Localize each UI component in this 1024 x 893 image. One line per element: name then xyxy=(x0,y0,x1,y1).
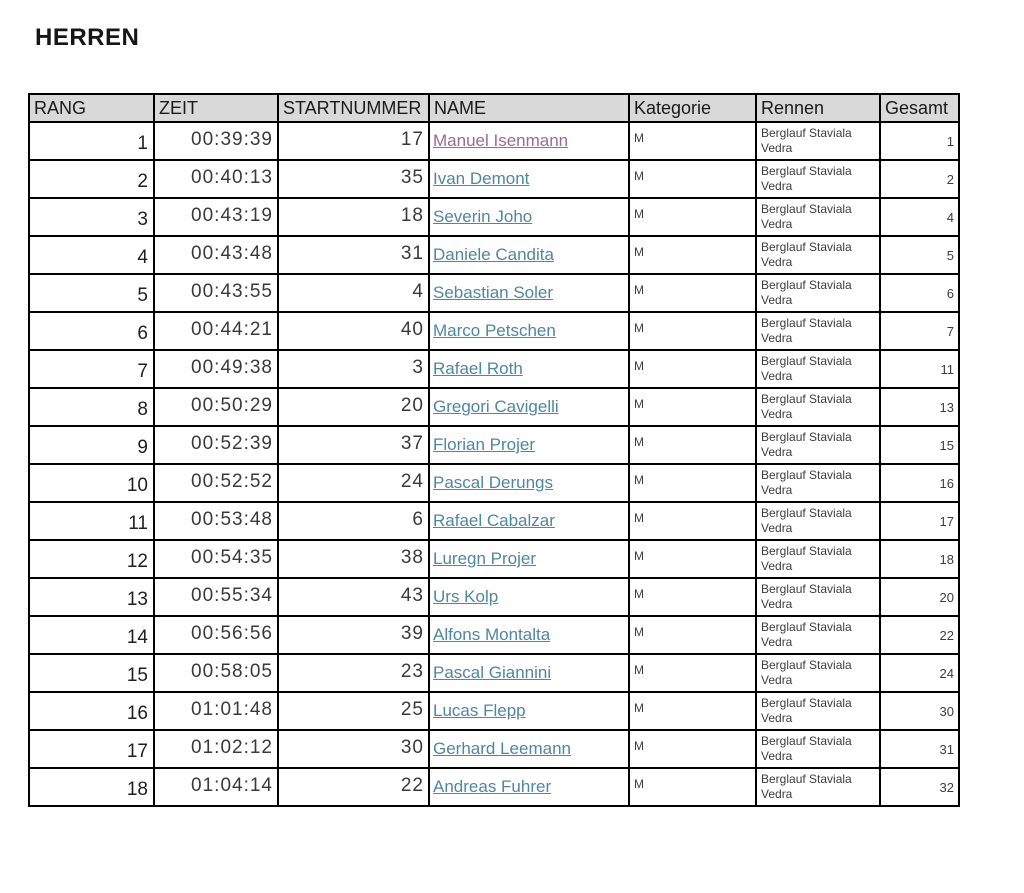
race-cell: Berglauf Staviala Vedra xyxy=(756,616,880,654)
table-row xyxy=(29,122,959,160)
overall-rank-cell: 11 xyxy=(880,350,959,388)
overall-rank-cell: 32 xyxy=(880,768,959,806)
race-cell: Berglauf Staviala Vedra xyxy=(756,692,880,730)
startnumber-cell: 17 xyxy=(278,122,429,160)
category-cell: M xyxy=(629,578,756,616)
athlete-name-link[interactable]: Daniele Candita xyxy=(433,245,554,264)
athlete-name-link[interactable]: Florian Projer xyxy=(433,435,536,454)
rank-cell: 8 xyxy=(29,388,154,426)
table-row xyxy=(29,236,959,274)
athlete-name-link[interactable]: Gerhard Leemann xyxy=(433,739,571,758)
athlete-name-link[interactable]: Sebastian Soler xyxy=(433,283,554,302)
name-cell xyxy=(429,198,629,236)
name-cell xyxy=(429,616,629,654)
time-cell: 00:58:05 xyxy=(154,654,278,692)
startnumber-cell: 25 xyxy=(278,692,429,730)
category-cell: M xyxy=(629,540,756,578)
race-cell: Berglauf Staviala Vedra xyxy=(756,768,880,806)
startnumber-cell: 20 xyxy=(278,388,429,426)
time-cell: 00:39:39 xyxy=(154,122,278,160)
category-cell: M xyxy=(629,768,756,806)
name-cell xyxy=(429,654,629,692)
startnumber-cell: 30 xyxy=(278,730,429,768)
name-cell xyxy=(429,160,629,198)
athlete-name-link[interactable]: Urs Kolp xyxy=(433,587,499,606)
race-cell: Berglauf Staviala Vedra xyxy=(756,274,880,312)
table-row xyxy=(29,502,959,540)
category-cell: M xyxy=(629,388,756,426)
overall-rank-cell: 18 xyxy=(880,540,959,578)
rank-cell: 17 xyxy=(29,730,154,768)
race-cell: Berglauf Staviala Vedra xyxy=(756,654,880,692)
category-cell: M xyxy=(629,122,756,160)
category-cell: M xyxy=(629,350,756,388)
rank-cell: 3 xyxy=(29,198,154,236)
startnumber-cell: 40 xyxy=(278,312,429,350)
race-cell: Berglauf Staviala Vedra xyxy=(756,236,880,274)
race-cell: Berglauf Staviala Vedra xyxy=(756,540,880,578)
startnumber-cell: 18 xyxy=(278,198,429,236)
time-cell: 01:04:14 xyxy=(154,768,278,806)
name-cell xyxy=(429,464,629,502)
table-row xyxy=(29,540,959,578)
athlete-name-link[interactable]: Andreas Fuhrer xyxy=(433,777,552,796)
athlete-name-link[interactable]: Rafael Roth xyxy=(433,359,523,378)
startnumber-cell: 3 xyxy=(278,350,429,388)
page-title: HERREN xyxy=(35,24,140,51)
name-cell xyxy=(429,540,629,578)
category-cell: M xyxy=(629,654,756,692)
overall-rank-cell: 24 xyxy=(880,654,959,692)
table-row xyxy=(29,692,959,730)
table-row xyxy=(29,654,959,692)
race-cell: Berglauf Staviala Vedra xyxy=(756,464,880,502)
time-cell: 01:01:48 xyxy=(154,692,278,730)
athlete-name-link[interactable]: Lucas Flepp xyxy=(433,701,526,720)
startnumber-cell: 43 xyxy=(278,578,429,616)
table-row xyxy=(29,768,959,806)
table-row xyxy=(29,274,959,312)
time-cell: 00:40:13 xyxy=(154,160,278,198)
race-cell: Berglauf Staviala Vedra xyxy=(756,502,880,540)
category-cell: M xyxy=(629,312,756,350)
race-cell: Berglauf Staviala Vedra xyxy=(756,160,880,198)
name-cell xyxy=(429,388,629,426)
overall-rank-cell: 4 xyxy=(880,198,959,236)
race-cell: Berglauf Staviala Vedra xyxy=(756,578,880,616)
time-cell: 00:44:21 xyxy=(154,312,278,350)
name-cell xyxy=(429,730,629,768)
rank-cell: 2 xyxy=(29,160,154,198)
header-row xyxy=(29,94,959,122)
table-row xyxy=(29,350,959,388)
table-row xyxy=(29,464,959,502)
time-cell: 00:54:35 xyxy=(154,540,278,578)
column-header-rang: RANG xyxy=(29,94,154,122)
athlete-name-link[interactable]: Gregori Cavigelli xyxy=(433,397,559,416)
category-cell: M xyxy=(629,730,756,768)
overall-rank-cell: 13 xyxy=(880,388,959,426)
results-table xyxy=(28,93,960,807)
table-row xyxy=(29,616,959,654)
race-cell: Berglauf Staviala Vedra xyxy=(756,388,880,426)
startnumber-cell: 38 xyxy=(278,540,429,578)
athlete-name-link[interactable]: Pascal Derungs xyxy=(433,473,554,492)
athlete-name-link[interactable]: Rafael Cabalzar xyxy=(433,511,555,530)
overall-rank-cell: 15 xyxy=(880,426,959,464)
category-cell: M xyxy=(629,464,756,502)
category-cell: M xyxy=(629,198,756,236)
race-cell: Berglauf Staviala Vedra xyxy=(756,312,880,350)
race-cell: Berglauf Staviala Vedra xyxy=(756,730,880,768)
rank-cell: 15 xyxy=(29,654,154,692)
time-cell: 01:02:12 xyxy=(154,730,278,768)
overall-rank-cell: 31 xyxy=(880,730,959,768)
overall-rank-cell: 22 xyxy=(880,616,959,654)
name-cell xyxy=(429,502,629,540)
race-cell: Berglauf Staviala Vedra xyxy=(756,122,880,160)
rank-cell: 4 xyxy=(29,236,154,274)
table-row xyxy=(29,160,959,198)
name-cell xyxy=(429,426,629,464)
overall-rank-cell: 7 xyxy=(880,312,959,350)
column-header-kategorie: Kategorie xyxy=(629,94,756,122)
startnumber-cell: 39 xyxy=(278,616,429,654)
rank-cell: 7 xyxy=(29,350,154,388)
rank-cell: 5 xyxy=(29,274,154,312)
rank-cell: 13 xyxy=(29,578,154,616)
time-cell: 00:52:52 xyxy=(154,464,278,502)
table-row xyxy=(29,198,959,236)
table-row xyxy=(29,578,959,616)
category-cell: M xyxy=(629,274,756,312)
column-header-rennen: Rennen xyxy=(756,94,880,122)
name-cell xyxy=(429,122,629,160)
startnumber-cell: 4 xyxy=(278,274,429,312)
time-cell: 00:55:34 xyxy=(154,578,278,616)
overall-rank-cell: 5 xyxy=(880,236,959,274)
category-cell: M xyxy=(629,160,756,198)
column-header-zeit: ZEIT xyxy=(154,94,278,122)
startnumber-cell: 24 xyxy=(278,464,429,502)
rank-cell: 18 xyxy=(29,768,154,806)
table-row xyxy=(29,426,959,464)
rank-cell: 1 xyxy=(29,122,154,160)
rank-cell: 6 xyxy=(29,312,154,350)
category-cell: M xyxy=(629,502,756,540)
race-cell: Berglauf Staviala Vedra xyxy=(756,426,880,464)
startnumber-cell: 35 xyxy=(278,160,429,198)
rank-cell: 9 xyxy=(29,426,154,464)
startnumber-cell: 23 xyxy=(278,654,429,692)
startnumber-cell: 37 xyxy=(278,426,429,464)
time-cell: 00:43:19 xyxy=(154,198,278,236)
time-cell: 00:49:38 xyxy=(154,350,278,388)
name-cell xyxy=(429,768,629,806)
category-cell: M xyxy=(629,236,756,274)
column-header-gesamt: Gesamt xyxy=(880,94,959,122)
overall-rank-cell: 20 xyxy=(880,578,959,616)
time-cell: 00:53:48 xyxy=(154,502,278,540)
name-cell xyxy=(429,692,629,730)
athlete-name-link[interactable]: Luregn Projer xyxy=(433,549,537,568)
category-cell: M xyxy=(629,692,756,730)
time-cell: 00:50:29 xyxy=(154,388,278,426)
time-cell: 00:52:39 xyxy=(154,426,278,464)
athlete-name-link[interactable]: Marco Petschen xyxy=(433,321,556,340)
athlete-name-link[interactable]: Manuel Isenmann xyxy=(433,131,569,150)
startnumber-cell: 6 xyxy=(278,502,429,540)
race-cell: Berglauf Staviala Vedra xyxy=(756,198,880,236)
overall-rank-cell: 30 xyxy=(880,692,959,730)
rank-cell: 10 xyxy=(29,464,154,502)
column-header-name: NAME xyxy=(429,94,629,122)
startnumber-cell: 31 xyxy=(278,236,429,274)
athlete-name-link[interactable]: Alfons Montalta xyxy=(433,625,551,644)
rank-cell: 16 xyxy=(29,692,154,730)
category-cell: M xyxy=(629,426,756,464)
race-cell: Berglauf Staviala Vedra xyxy=(756,350,880,388)
time-cell: 00:43:55 xyxy=(154,274,278,312)
athlete-name-link[interactable]: Severin Joho xyxy=(433,207,533,226)
table-row xyxy=(29,730,959,768)
overall-rank-cell: 16 xyxy=(880,464,959,502)
overall-rank-cell: 17 xyxy=(880,502,959,540)
name-cell xyxy=(429,350,629,388)
startnumber-cell: 22 xyxy=(278,768,429,806)
athlete-name-link[interactable]: Pascal Giannini xyxy=(433,663,552,682)
overall-rank-cell: 1 xyxy=(880,122,959,160)
table-row xyxy=(29,312,959,350)
overall-rank-cell: 6 xyxy=(880,274,959,312)
rank-cell: 12 xyxy=(29,540,154,578)
time-cell: 00:56:56 xyxy=(154,616,278,654)
name-cell xyxy=(429,578,629,616)
overall-rank-cell: 2 xyxy=(880,160,959,198)
athlete-name-link[interactable]: Ivan Demont xyxy=(433,169,530,188)
name-cell xyxy=(429,312,629,350)
rank-cell: 14 xyxy=(29,616,154,654)
time-cell: 00:43:48 xyxy=(154,236,278,274)
name-cell xyxy=(429,236,629,274)
table-row xyxy=(29,388,959,426)
column-header-startnummer: STARTNUMMER xyxy=(278,94,429,122)
rank-cell: 11 xyxy=(29,502,154,540)
name-cell xyxy=(429,274,629,312)
category-cell: M xyxy=(629,616,756,654)
